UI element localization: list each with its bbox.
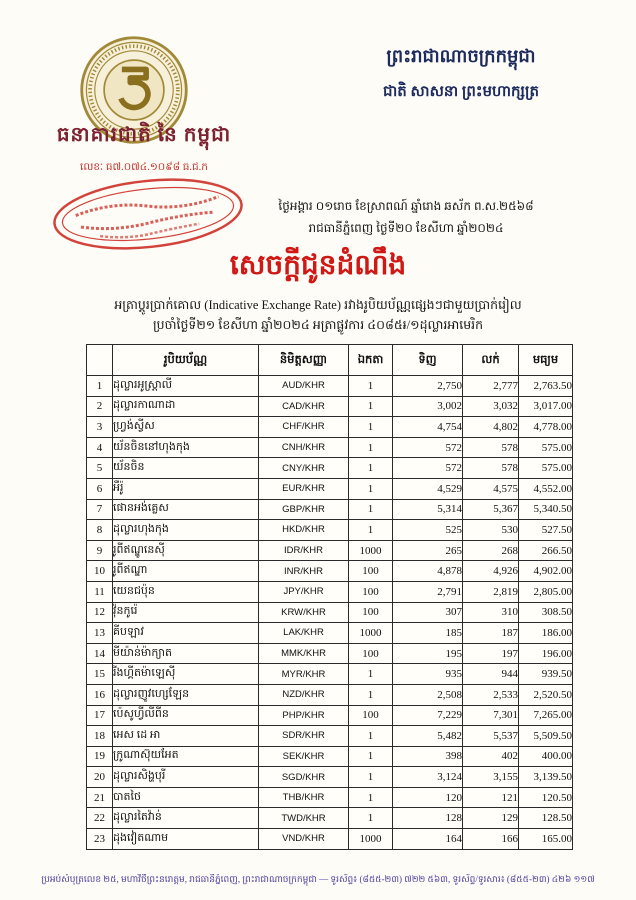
cell-buy: 4,878 [393, 561, 463, 582]
cell-currency-name: ដុល្លារសិង្ហបុរី [113, 767, 259, 788]
rates-table-body [87, 376, 573, 850]
cell-sell: 187 [463, 623, 519, 644]
cell-currency-name: រីងហ្គីតម៉ាឡេស៊ី [113, 664, 259, 685]
table-row [87, 540, 573, 561]
cell-buy: 307 [393, 602, 463, 623]
cell-unit: 1 [349, 808, 393, 829]
cell-currency-name: អឺរ៉ូ [113, 478, 259, 499]
table-row [87, 417, 573, 438]
cell-unit: 1 [349, 417, 393, 438]
cell-average: 7,265.00 [519, 705, 573, 726]
table-row [87, 623, 573, 644]
cell-currency-name: ក្រូណាស៊ុយអែត [113, 746, 259, 767]
table-row [87, 808, 573, 829]
cell-symbol: EUR/KHR [259, 478, 349, 499]
cell-average: 575.00 [519, 437, 573, 458]
table-row [87, 437, 573, 458]
cell-symbol: THB/KHR [259, 787, 349, 808]
table-row [87, 499, 573, 520]
kingdom-header [330, 44, 592, 104]
cell-buy: 5,314 [393, 499, 463, 520]
cell-symbol: JPY/KHR [259, 581, 349, 602]
cell-average: 186.00 [519, 623, 573, 644]
table-row [87, 643, 573, 664]
cell-sell: 530 [463, 520, 519, 541]
cell-symbol: HKD/KHR [259, 520, 349, 541]
table-row [87, 664, 573, 685]
header-currency: រូបិយប័ណ្ណ [113, 345, 259, 376]
cell-unit: 1 [349, 396, 393, 417]
cell-unit: 1 [349, 787, 393, 808]
cell-buy: 7,229 [393, 705, 463, 726]
cell-average: 4,552.00 [519, 478, 573, 499]
cell-sell: 944 [463, 664, 519, 685]
cell-unit: 1 [349, 376, 393, 397]
cell-symbol: SDR/KHR [259, 726, 349, 747]
cell-no: 15 [87, 664, 113, 685]
cell-sell: 310 [463, 602, 519, 623]
cell-sell: 7,301 [463, 705, 519, 726]
cell-symbol: INR/KHR [259, 561, 349, 582]
cell-average: 196.00 [519, 643, 573, 664]
cell-sell: 2,533 [463, 684, 519, 705]
cell-sell: 2,819 [463, 581, 519, 602]
table-row [87, 746, 573, 767]
table-row [87, 458, 573, 479]
cell-currency-name: មីយ៉ាន់ម៉ាក្យាត [113, 643, 259, 664]
header-symbol: និមិត្តសញ្ញា [259, 345, 349, 376]
cell-average: 527.50 [519, 520, 573, 541]
cell-average: 165.00 [519, 829, 573, 850]
cell-average: 2,763.50 [519, 376, 573, 397]
cell-average: 308.50 [519, 602, 573, 623]
cell-currency-name: គីបឡាវ [113, 623, 259, 644]
cell-no: 9 [87, 540, 113, 561]
cell-average: 5,509.50 [519, 726, 573, 747]
cell-buy: 572 [393, 437, 463, 458]
table-row [87, 602, 573, 623]
cell-symbol: CNH/KHR [259, 437, 349, 458]
cell-unit: 100 [349, 561, 393, 582]
cell-sell: 121 [463, 787, 519, 808]
cell-sell: 578 [463, 437, 519, 458]
cell-buy: 3,124 [393, 767, 463, 788]
reference-number: លេខៈ ធ៧.០៧៤.១០៩៨ ធ.ជ.ក [80, 162, 208, 173]
cell-no: 10 [87, 561, 113, 582]
cell-buy: 525 [393, 520, 463, 541]
cell-unit: 1 [349, 458, 393, 479]
table-row [87, 520, 573, 541]
cell-buy: 398 [393, 746, 463, 767]
cell-average: 2,520.50 [519, 684, 573, 705]
cell-no: 22 [87, 808, 113, 829]
cell-unit: 1 [349, 520, 393, 541]
cell-no: 20 [87, 767, 113, 788]
cell-sell: 129 [463, 808, 519, 829]
bank-name: ធនាគារជាតិ នៃ កម្ពុជា [56, 124, 232, 146]
cell-currency-name: បាតថៃ [113, 787, 259, 808]
cell-currency-name: អេស ដេ អា [113, 726, 259, 747]
cell-currency-name: វ៉ុនកូរ៉េ [113, 602, 259, 623]
cell-buy: 2,791 [393, 581, 463, 602]
cell-symbol: GBP/KHR [259, 499, 349, 520]
header-sell: លក់ [463, 345, 519, 376]
cell-unit: 1000 [349, 829, 393, 850]
cell-buy: 5,482 [393, 726, 463, 747]
cell-unit: 1 [349, 767, 393, 788]
kingdom-line-1: ព្រះរាជាណាចក្រកម្ពុជា [386, 46, 536, 66]
table-row [87, 478, 573, 499]
exchange-rate-table [86, 344, 573, 850]
cell-average: 3,017.00 [519, 396, 573, 417]
cell-buy: 572 [393, 458, 463, 479]
table-row [87, 561, 573, 582]
cell-no: 4 [87, 437, 113, 458]
cell-average: 4,778.00 [519, 417, 573, 438]
cell-no: 16 [87, 684, 113, 705]
gregorian-date: រាជធានីភ្នំពេញ ថ្ងៃទី២០ ខែសីហា ឆ្នាំ២០២៤ [308, 220, 504, 235]
cell-currency-name: ដុល្លារញូវហ្សេឡែន [113, 684, 259, 705]
cell-sell: 166 [463, 829, 519, 850]
cell-no: 12 [87, 602, 113, 623]
cell-unit: 1 [349, 478, 393, 499]
cell-average: 575.00 [519, 458, 573, 479]
cell-no: 18 [87, 726, 113, 747]
table-row [87, 376, 573, 397]
cell-currency-name: ដុល្លារតៃវ៉ាន់ [113, 808, 259, 829]
cell-symbol: SGD/KHR [259, 767, 349, 788]
cell-unit: 1000 [349, 540, 393, 561]
cell-currency-name: រូពីឥណ្ឌូនេស៊ី [113, 540, 259, 561]
cell-sell: 578 [463, 458, 519, 479]
cell-no: 6 [87, 478, 113, 499]
table-row [87, 684, 573, 705]
cell-currency-name: យេនជប៉ុន [113, 581, 259, 602]
table-header-row [87, 345, 573, 376]
cell-no: 13 [87, 623, 113, 644]
cell-symbol: KRW/KHR [259, 602, 349, 623]
cell-buy: 185 [393, 623, 463, 644]
cell-symbol: LAK/KHR [259, 623, 349, 644]
cell-sell: 5,367 [463, 499, 519, 520]
cell-currency-name: ដុល្លារកាណាដា [113, 396, 259, 417]
kingdom-line-2: ជាតិ សាសនា ព្រះមហាក្សត្រ [382, 84, 540, 100]
cell-symbol: VND/KHR [259, 829, 349, 850]
cell-no: 21 [87, 787, 113, 808]
cell-no: 11 [87, 581, 113, 602]
cell-unit: 100 [349, 581, 393, 602]
cell-average: 2,805.00 [519, 581, 573, 602]
table-row [87, 767, 573, 788]
cell-buy: 128 [393, 808, 463, 829]
cell-sell: 2,777 [463, 376, 519, 397]
date-block [240, 196, 572, 239]
cell-currency-name: ហ្វ្រង់ស្វីស [113, 417, 259, 438]
cell-unit: 1000 [349, 623, 393, 644]
cell-no: 5 [87, 458, 113, 479]
table-row [87, 787, 573, 808]
cell-currency-name: ដុងវៀតណាម [113, 829, 259, 850]
cell-no: 2 [87, 396, 113, 417]
cell-currency-name: ដុល្លារអូស្ត្រាលី [113, 376, 259, 397]
cell-no: 19 [87, 746, 113, 767]
footer-address: ប្រអប់សំបុត្រលេខ ២៥, មហាវិថីព្រះនរោត្តម, រាជធានីភ្នំពេញ, ព្រះរាជាណាចក្រកម្ពុជា — ទូរស័ព្ទ៖ (៨៥៥-២៣) ៧២២ ៥៦៣, ទូរស័ព្ទ/ទូរសារ៖ (៨៥៥-២៣) ៤២៦ ១១៧ [41, 874, 595, 884]
cell-buy: 4,754 [393, 417, 463, 438]
cell-average: 120.50 [519, 787, 573, 808]
cell-currency-name: ដុល្លារហុងកុង [113, 520, 259, 541]
header-unit: ឯកតា [349, 345, 393, 376]
cell-currency-name: យ័នចិននៅហុងកុង [113, 437, 259, 458]
subtitle-line-2: ប្រចាំថ្ងៃទី២១ ខែសីហា ឆ្នាំ២០២៤ អត្រាផ្លូវការ ៤០៨៥៛/១ដុល្លារអាមេរិក [152, 318, 484, 332]
cell-average: 4,902.00 [519, 561, 573, 582]
subtitle-line-1: អត្រាប្តូរប្រាក់គោល (Indicative Exchange Rate) រវាងរូបិយប័ណ្ណផ្សេងៗជាមួយប្រាក់រៀល [114, 298, 522, 312]
cell-unit: 1 [349, 437, 393, 458]
cell-average: 939.50 [519, 664, 573, 685]
header-average: មធ្យម [519, 345, 573, 376]
cell-unit: 1 [349, 664, 393, 685]
lunar-date: ថ្ងៃអង្គារ ០១រោច ខែស្រាពណ៍ ឆ្នាំរោង ឆស័ក ព.ស.២៥៦៨ [278, 199, 534, 213]
cell-buy: 195 [393, 643, 463, 664]
cell-buy: 164 [393, 829, 463, 850]
header-no [87, 345, 113, 376]
cell-buy: 120 [393, 787, 463, 808]
cell-average: 266.50 [519, 540, 573, 561]
cell-symbol: TWD/KHR [259, 808, 349, 829]
cell-sell: 268 [463, 540, 519, 561]
cell-buy: 265 [393, 540, 463, 561]
cell-unit: 1 [349, 684, 393, 705]
cell-buy: 4,529 [393, 478, 463, 499]
cell-buy: 3,002 [393, 396, 463, 417]
cell-symbol: IDR/KHR [259, 540, 349, 561]
cell-symbol: AUD/KHR [259, 376, 349, 397]
table-row [87, 726, 573, 747]
cell-no: 3 [87, 417, 113, 438]
header-buy: ទិញ [393, 345, 463, 376]
cell-symbol: CHF/KHR [259, 417, 349, 438]
cell-currency-name: រូពីឥណ្ឌា [113, 561, 259, 582]
table-row [87, 581, 573, 602]
cell-unit: 100 [349, 643, 393, 664]
cell-currency-name: ប៉េសូហ្វីលីពីន [113, 705, 259, 726]
cell-unit: 1 [349, 726, 393, 747]
cell-sell: 3,155 [463, 767, 519, 788]
cell-symbol: CNY/KHR [259, 458, 349, 479]
cell-no: 17 [87, 705, 113, 726]
cell-symbol: MYR/KHR [259, 664, 349, 685]
page-title: សេចក្តីជូនដំណឹង [229, 250, 407, 281]
cell-unit: 1 [349, 746, 393, 767]
cell-buy: 2,508 [393, 684, 463, 705]
cell-symbol: PHP/KHR [259, 705, 349, 726]
cell-unit: 1 [349, 499, 393, 520]
cell-unit: 100 [349, 705, 393, 726]
cell-average: 5,340.50 [519, 499, 573, 520]
cell-no: 14 [87, 643, 113, 664]
cell-no: 8 [87, 520, 113, 541]
cell-symbol: MMK/KHR [259, 643, 349, 664]
cell-symbol: NZD/KHR [259, 684, 349, 705]
cell-sell: 4,575 [463, 478, 519, 499]
cell-currency-name: ផោនអង់គ្លេស [113, 499, 259, 520]
cell-sell: 5,537 [463, 726, 519, 747]
cell-sell: 402 [463, 746, 519, 767]
cell-sell: 197 [463, 643, 519, 664]
cell-currency-name: យ័នចិន [113, 458, 259, 479]
cell-buy: 935 [393, 664, 463, 685]
cell-no: 7 [87, 499, 113, 520]
cell-average: 128.50 [519, 808, 573, 829]
cell-buy: 2,750 [393, 376, 463, 397]
cell-no: 1 [87, 376, 113, 397]
cell-sell: 4,802 [463, 417, 519, 438]
cell-symbol: CAD/KHR [259, 396, 349, 417]
cell-average: 3,139.50 [519, 767, 573, 788]
table-row [87, 396, 573, 417]
cell-unit: 100 [349, 602, 393, 623]
table-row [87, 829, 573, 850]
cell-sell: 4,926 [463, 561, 519, 582]
cell-symbol: SEK/KHR [259, 746, 349, 767]
table-row [87, 705, 573, 726]
cell-no: 23 [87, 829, 113, 850]
cell-average: 400.00 [519, 746, 573, 767]
cell-sell: 3,032 [463, 396, 519, 417]
